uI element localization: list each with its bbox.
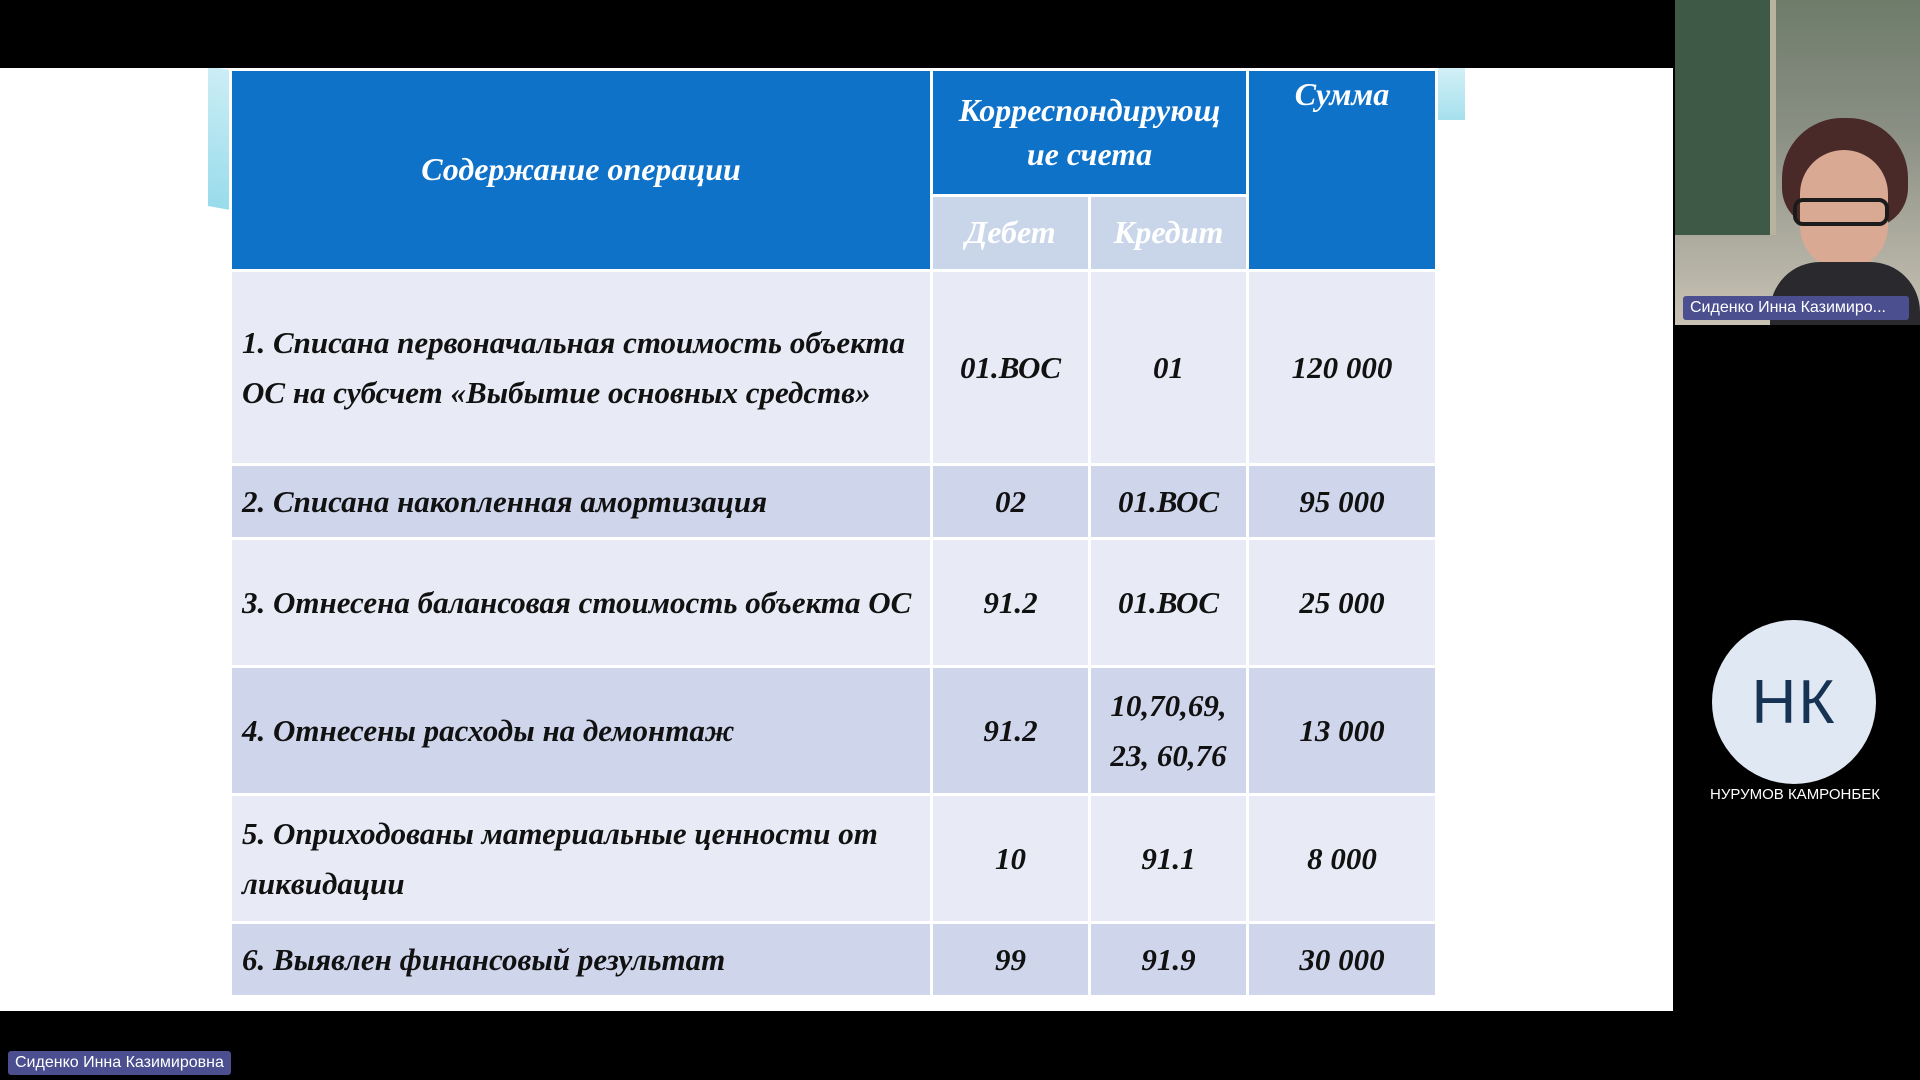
row-debit: 02	[932, 465, 1090, 539]
participant-video-tile[interactable]	[1675, 0, 1920, 325]
header-operation: Содержание операции	[231, 70, 932, 271]
row-debit: 99	[932, 923, 1090, 997]
participant-glasses	[1793, 198, 1889, 226]
row-operation: 6. Выявлен финансовый результат	[231, 923, 932, 997]
header-credit: Кредит	[1090, 196, 1248, 271]
row-credit: 10,70,69, 23, 60,76	[1090, 667, 1248, 795]
row-debit: 91.2	[932, 539, 1090, 667]
row-credit: 91.9	[1090, 923, 1248, 997]
accounting-table	[229, 68, 1438, 998]
table-row	[231, 667, 1437, 795]
video-participant-name: Сиденко Инна Казимиро...	[1683, 296, 1909, 320]
row-debit: 10	[932, 795, 1090, 923]
slide-decoration-right	[1437, 68, 1465, 120]
participant-avatar[interactable]: НК	[1712, 620, 1876, 784]
table-row	[231, 539, 1437, 667]
row-debit: 01.ВОС	[932, 271, 1090, 465]
shared-slide	[0, 68, 1673, 1011]
slide-decoration-left	[208, 68, 230, 210]
header-sum: Сумма	[1248, 70, 1437, 271]
row-credit: 01.ВОС	[1090, 465, 1248, 539]
row-sum: 95 000	[1248, 465, 1437, 539]
header-corresponding-accounts: Корреспондирующ ие счета	[932, 70, 1248, 196]
table-row	[231, 795, 1437, 923]
row-operation: 4. Отнесены расходы на демонтаж	[231, 667, 932, 795]
presenter-name-tag: Сиденко Инна Казимировна	[8, 1051, 231, 1075]
row-sum: 30 000	[1248, 923, 1437, 997]
row-sum: 13 000	[1248, 667, 1437, 795]
table-row	[231, 271, 1437, 465]
row-operation: 2. Списана накопленная амортизация	[231, 465, 932, 539]
avatar-participant-name: НУРУМОВ КАМРОНБЕК	[1710, 786, 1880, 803]
row-operation: 5. Оприходованы материальные ценности от ликвидации	[231, 795, 932, 923]
header-debit: Дебет	[932, 196, 1090, 271]
row-sum: 8 000	[1248, 795, 1437, 923]
row-sum: 25 000	[1248, 539, 1437, 667]
row-credit: 01.ВОС	[1090, 539, 1248, 667]
row-debit: 91.2	[932, 667, 1090, 795]
row-operation: 3. Отнесена балансовая стоимость объекта ОС	[231, 539, 932, 667]
table-row	[231, 465, 1437, 539]
chalkboard-background	[1675, 0, 1776, 235]
row-sum: 120 000	[1248, 271, 1437, 465]
row-operation: 1. Списана первоначальная стоимость объекта ОС на субсчет «Выбытие основных средств»	[231, 271, 932, 465]
table-row	[231, 923, 1437, 997]
row-credit: 01	[1090, 271, 1248, 465]
row-credit: 91.1	[1090, 795, 1248, 923]
